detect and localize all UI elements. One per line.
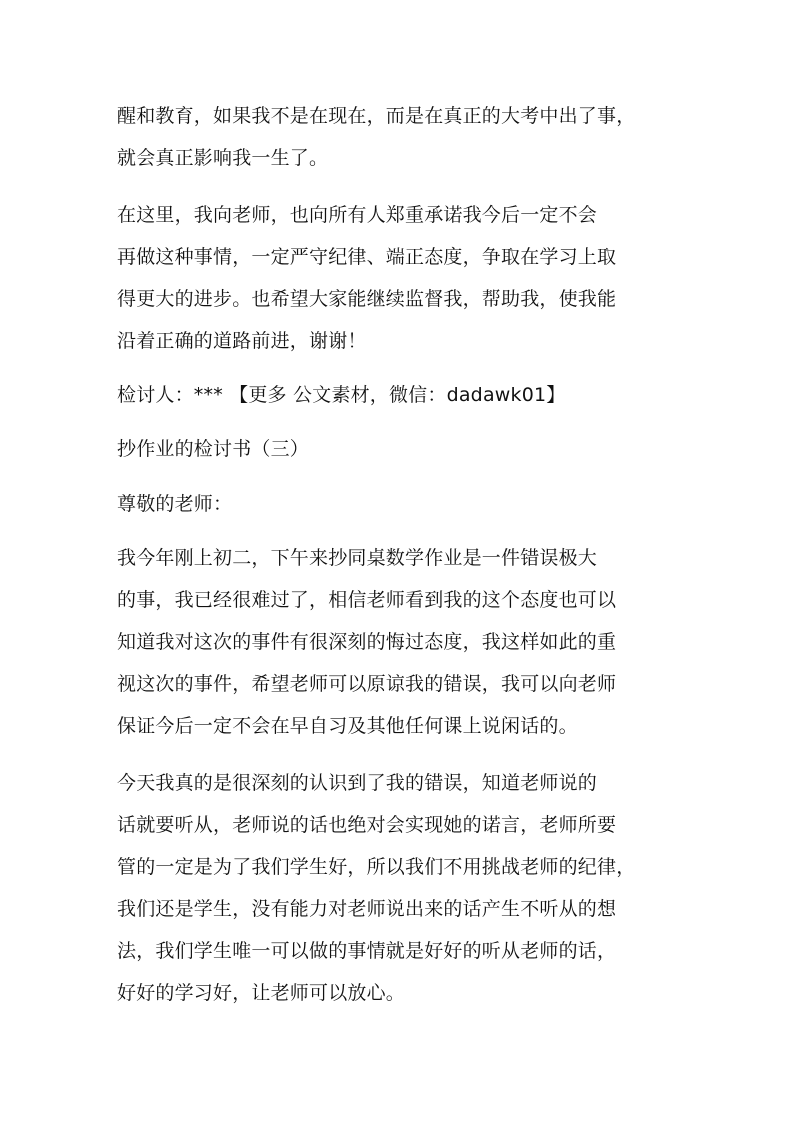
- text-line: 在这里，我向老师，也向所有人郑重承诺我今后一定不会: [117, 204, 598, 226]
- text-line: 法，我们学生唯一可以做的事情就是好好的听从老师的话，: [117, 940, 617, 962]
- text-line: 管的一定是为了我们学生好，所以我们不用挑战老师的纪律，: [117, 856, 636, 878]
- text-line: 保证今后一定不会在早自习及其他任何课上说闲话的。: [117, 715, 578, 737]
- text-line: 就会真正影响我一生了。: [117, 147, 329, 169]
- text-line: 得更大的进步。也希望大家能继续监督我，帮助我，使我能: [117, 288, 617, 310]
- text-line: 再做这种事情，一定严守纪律、端正态度，争取在学习上取: [117, 246, 617, 268]
- text-line: 我今年刚上初二，下午来抄同桌数学作业是一件错误极大: [117, 547, 598, 569]
- text-line: 我们还是学生，没有能力对老师说出来的话产生不听从的想: [117, 898, 617, 920]
- text-line: 好好的学习好，让老师可以放心。: [117, 982, 406, 1004]
- text-line: 话就要听从，老师说的话也绝对会实现她的诺言，老师所要: [117, 814, 617, 836]
- text-line: 知道我对这次的事件有很深刻的悔过态度，我这样如此的重: [117, 631, 617, 653]
- text-line: 的事，我已经很难过了，相信老师看到我的这个态度也可以: [117, 589, 617, 611]
- section-title: 抄作业的检讨书（三）: [117, 438, 310, 460]
- text-line: 沿着正确的道路前进，谢谢！: [117, 330, 367, 352]
- text-line: 醒和教育，如果我不是在现在，而是在真正的大考中出了事，: [117, 105, 636, 127]
- text-line: 今天我真的是很深刻的认识到了我的错误，知道老师说的: [117, 772, 598, 794]
- text-line: 视这次的事件，希望老师可以原谅我的错误，我可以向老师: [117, 673, 617, 695]
- signature-line: 检讨人：*** 【更多 公文素材，微信：dadawk01】: [117, 384, 566, 406]
- salutation: 尊敬的老师：: [117, 493, 233, 515]
